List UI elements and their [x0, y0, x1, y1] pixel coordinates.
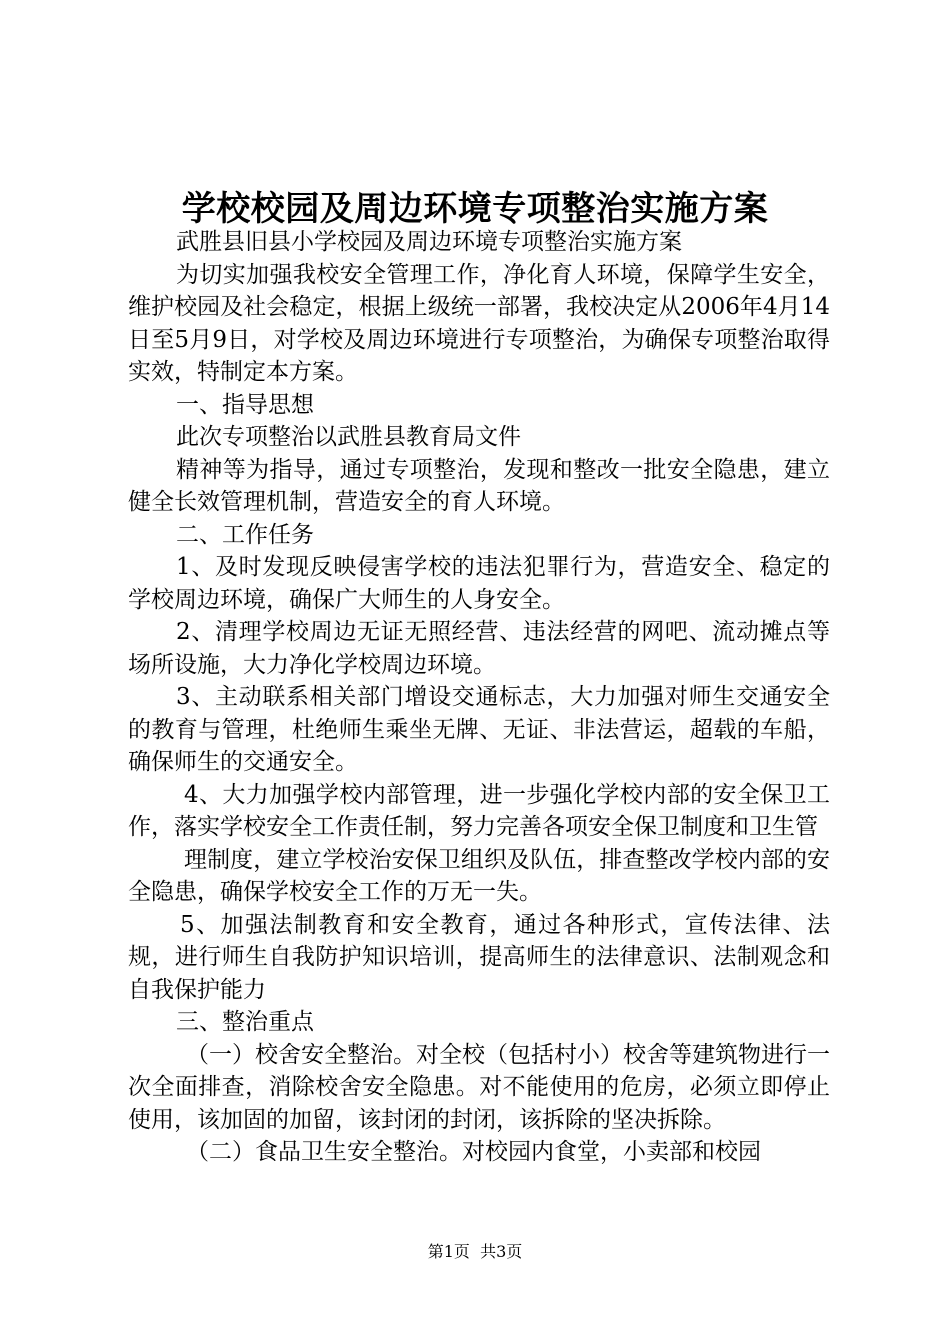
section-heading-work-tasks: 二、工作任务: [176, 521, 314, 548]
section-heading-guiding-ideology: 一、指导思想: [176, 391, 314, 418]
task-item-3: 3、主动联系相关部门增设交通标志，大力加强对师生交通安全的教育与管理，杜绝师生乘坐无牌、无证、非法营运，超载的车船，确保师生的交通安全。: [128, 684, 830, 775]
key-point-2: （二）食品卫生安全整治。对校园内食堂，小卖部和校园: [186, 1139, 761, 1165]
body-paragraph: 此次专项整治以武胜县教育局文件: [176, 424, 521, 450]
task-item-5: 5、加强法制教育和安全教育，通过各种形式，宣传法律、法规，进行师生自我防护知识培训，提高师生的法律意识、法制观念和自我保护能力: [128, 911, 830, 1003]
document-title: 学校校园及周边环境专项整治实施方案: [181, 189, 769, 229]
key-point-1: （一）校舍安全整治。对全校（包括村小）校舍等建筑物进行一次全面排查，消除校舍安全隐患。对不能使用的危房，必须立即停止使用，该加固的加留，该封闭的封闭，该拆除的坚决拆除。: [128, 1041, 830, 1133]
document-body: [128, 226, 830, 1169]
section-heading-key-points: 三、整治重点: [176, 1009, 314, 1035]
task-item-2: 2、清理学校周边无证无照经营、违法经营的网吧、流动摊点等场所设施，大力净化学校周边环境。: [128, 619, 830, 678]
task-item-1: 1、及时发现反映侵害学校的违法犯罪行为，营造安全、稳定的学校周边环境，确保广大师生的人身安全。: [128, 554, 830, 613]
page-footer: 第1页 共3页: [427, 1242, 523, 1261]
intro-paragraph: 为切实加强我校安全管理工作，净化育人环境，保障学生安全，维护校园及社会稳定，根据上级统一部署，我校决定从2006年4月14日至5月9日，对学校及周边环境进行专项整治，为确保专项整治取得实效，特制定本方案。: [128, 261, 830, 385]
body-paragraph: 精神等为指导，通过专项整治，发现和整改一批安全隐患，建立健全长效管理机制，营造安全的育人环境。: [128, 456, 830, 515]
task-item-4: 4、大力加强学校内部管理，进一步强化学校内部的安全保卫工作，落实学校安全工作责任制，努力完善各项安全保卫制度和卫生管: [128, 781, 830, 840]
subtitle-paragraph: 武胜县旧县小学校园及周边环境专项整治实施方案: [176, 229, 682, 255]
task-item-4-continued: 理制度，建立学校治安保卫组织及队伍，排查整改学校内部的安全隐患，确保学校安全工作的万无一失。: [128, 846, 830, 905]
